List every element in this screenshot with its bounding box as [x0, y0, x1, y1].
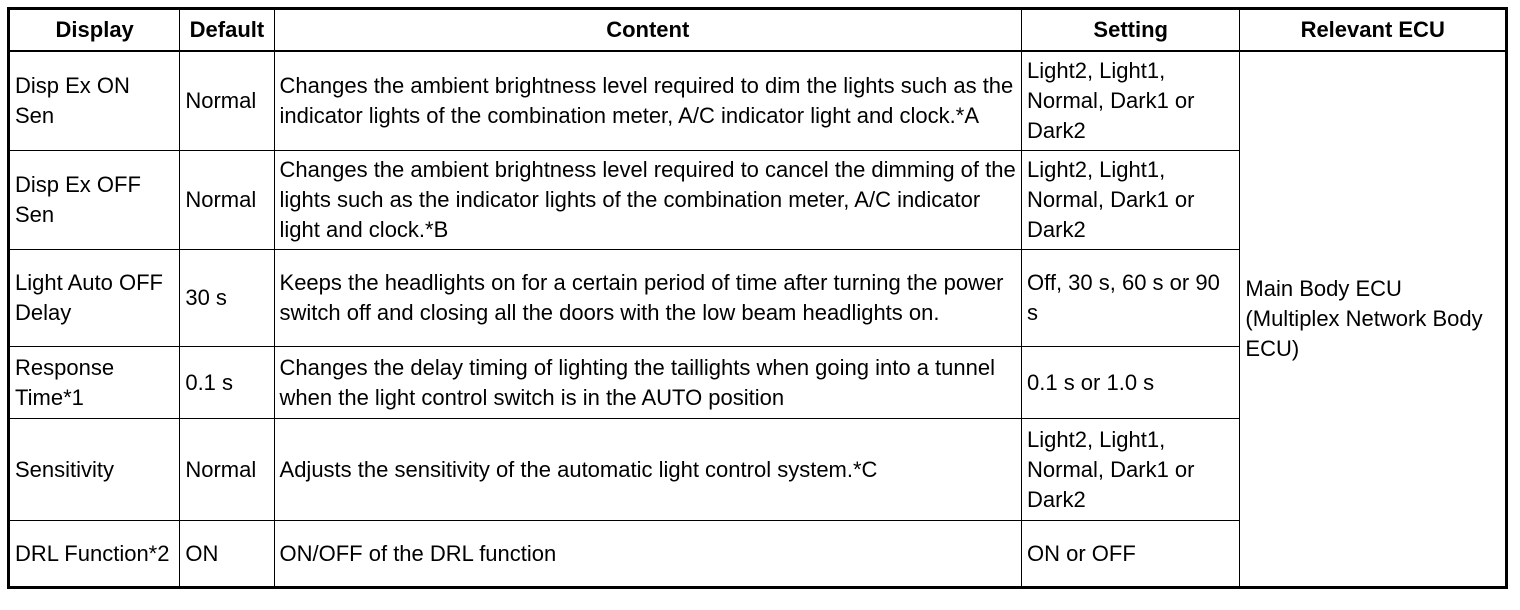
cell-content: Changes the delay timing of lighting the taillights when going into a tunnel when the light control switch is in the AUTO position	[274, 347, 1021, 419]
cell-display: Disp Ex OFF Sen	[9, 151, 180, 250]
cell-content: ON/OFF of the DRL function	[274, 521, 1021, 588]
cell-display: Light Auto OFF Delay	[9, 250, 180, 347]
cell-display: DRL Function*2	[9, 521, 180, 588]
cell-content: Adjusts the sensitivity of the automatic light control system.*C	[274, 419, 1021, 521]
cell-relevant-ecu: Main Body ECU (Multiplex Network Body ECU)	[1240, 51, 1507, 588]
table-row	[9, 51, 1507, 151]
cell-setting: 0.1 s or 1.0 s	[1022, 347, 1240, 419]
cell-content: Changes the ambient brightness level required to dim the lights such as the indicator lights of the combination meter, A/C indicator light and clock.*A	[274, 51, 1021, 151]
cell-default: Normal	[180, 151, 274, 250]
cell-display: Sensitivity	[9, 419, 180, 521]
header-default: Default	[180, 9, 274, 52]
cell-default: 0.1 s	[180, 347, 274, 419]
cell-setting: Light2, Light1, Normal, Dark1 or Dark2	[1022, 151, 1240, 250]
header-setting: Setting	[1022, 9, 1240, 52]
header-relevant-ecu: Relevant ECU	[1240, 9, 1507, 52]
header-display: Display	[9, 9, 180, 52]
cell-display: Response Time*1	[9, 347, 180, 419]
cell-content: Changes the ambient brightness level required to cancel the dimming of the lights such as the indicator lights of the combination meter, A/C indicator light and clock.*B	[274, 151, 1021, 250]
customization-table	[7, 7, 1508, 589]
settings-table-container	[7, 7, 1508, 589]
cell-default: 30 s	[180, 250, 274, 347]
cell-default: Normal	[180, 419, 274, 521]
cell-setting: Off, 30 s, 60 s or 90 s	[1022, 250, 1240, 347]
cell-setting: ON or OFF	[1022, 521, 1240, 588]
cell-content: Keeps the headlights on for a certain period of time after turning the power switch off and closing all the doors with the low beam headlights on.	[274, 250, 1021, 347]
header-content: Content	[274, 9, 1021, 52]
cell-setting: Light2, Light1, Normal, Dark1 or Dark2	[1022, 419, 1240, 521]
cell-default: ON	[180, 521, 274, 588]
table-header-row	[9, 9, 1507, 52]
cell-setting: Light2, Light1, Normal, Dark1 or Dark2	[1022, 51, 1240, 151]
cell-default: Normal	[180, 51, 274, 151]
cell-display: Disp Ex ON Sen	[9, 51, 180, 151]
